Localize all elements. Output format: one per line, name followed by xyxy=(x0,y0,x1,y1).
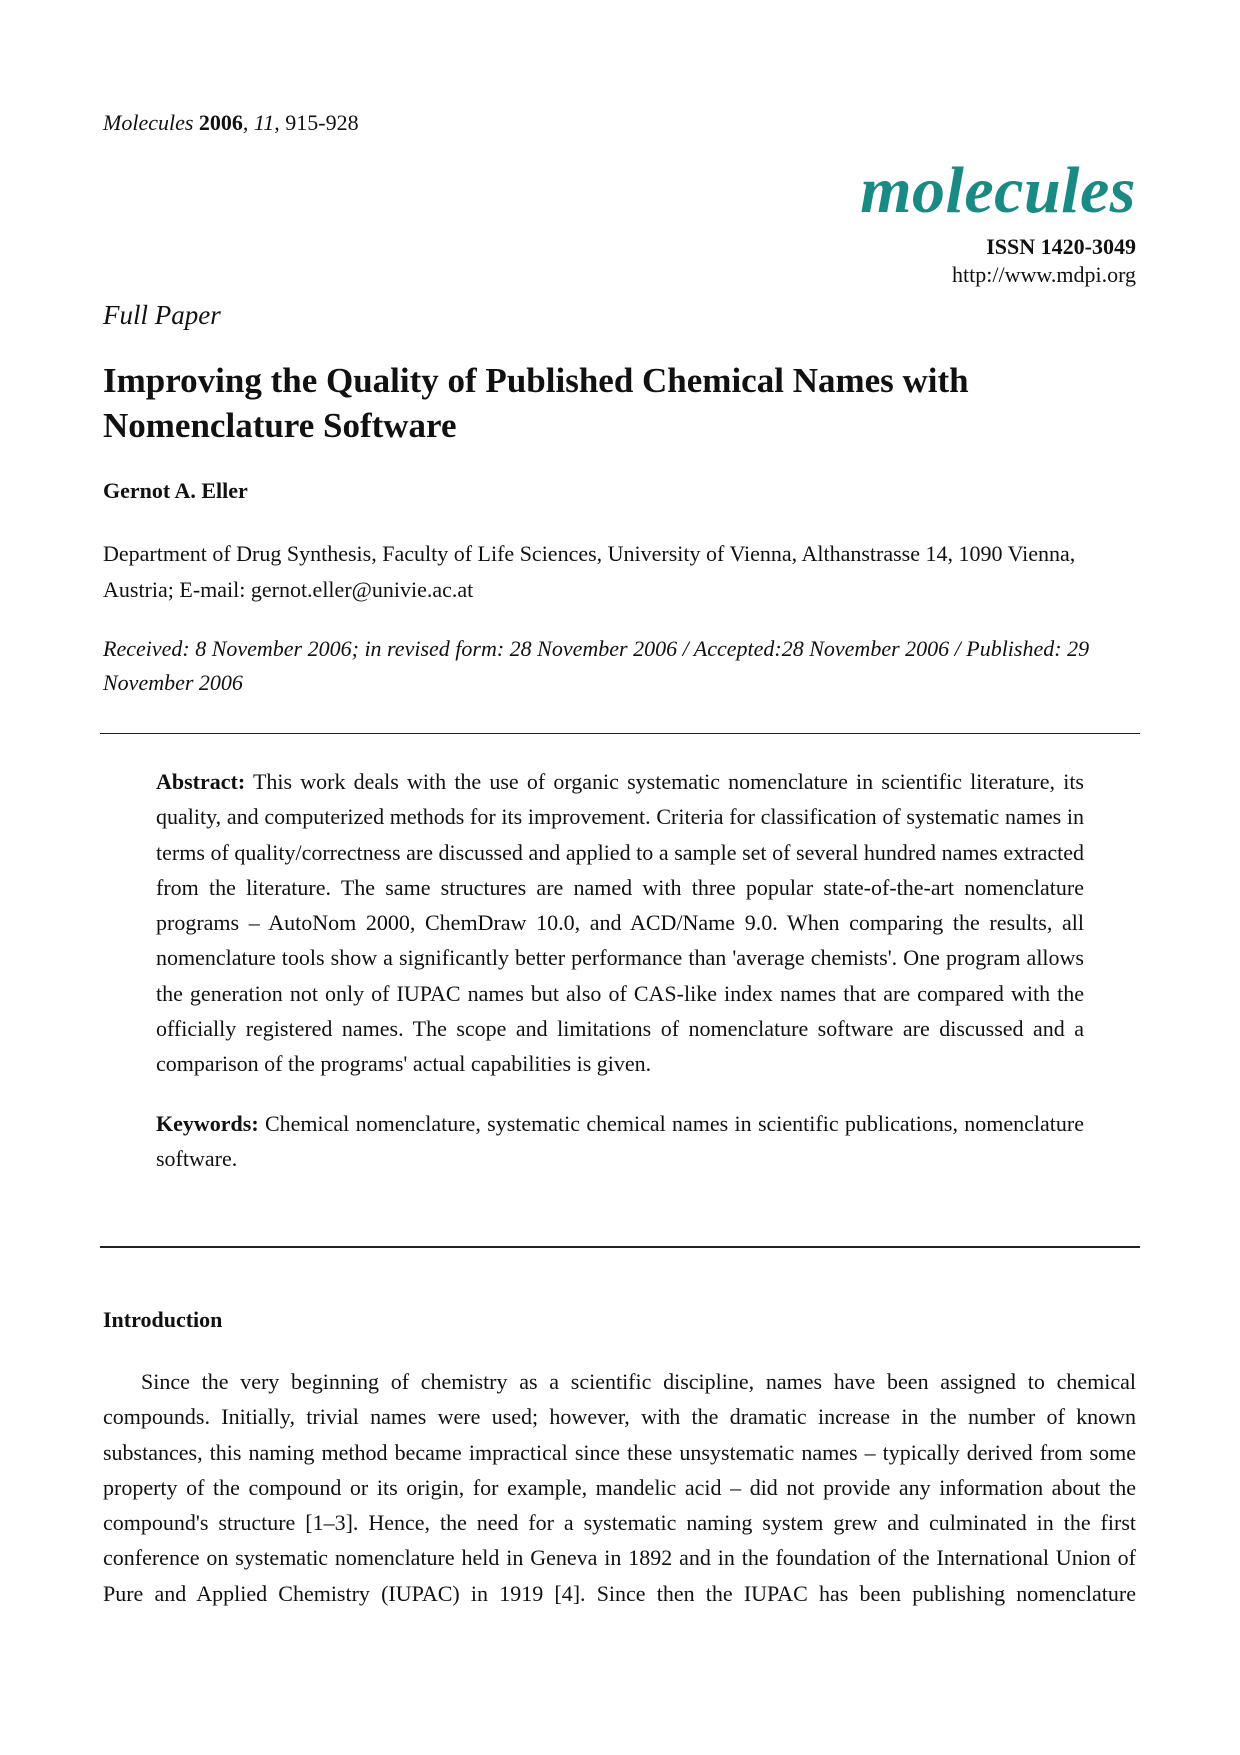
abstract-text: This work deals with the use of organic systematic nomenclature in scientific literature, its quality, and computerized methods for its improvement. Criteria for classification of systematic names in terms of quality/correctness are discussed and applied to a sample set of several hundred names extracted from the literature. The same structures are named with three popular state-of-the-art nomenclature programs – AutoNom 2000, ChemDraw 10.0, and ACD/Name 9.0. When comparing the results, all nomenclature tools show a significantly better performance than 'average chemists'. One program allows the generation not only of IUPAC names but also of CAS-like index names that are compared with the officially registered names. The scope and limitations of nomenclature software are discussed and a comparison of the programs' actual capabilities is given. xyxy=(156,769,1084,1077)
pages: 915-928 xyxy=(285,110,359,135)
keywords xyxy=(156,1106,1084,1177)
paper-type: Full Paper xyxy=(103,300,221,330)
abstract-block xyxy=(156,764,1084,1176)
section-heading-introduction: Introduction xyxy=(103,1307,223,1332)
journal-url[interactable]: http://www.mdpi.org xyxy=(952,262,1136,287)
author-name: Gernot A. Eller xyxy=(103,478,248,503)
affiliation: Department of Drug Synthesis, Faculty of Life Sciences, University of Vienna, Althanstrasse 14, 1090 Vienna, Austria; E-mail: gernot.eller@univie.ac.at xyxy=(103,541,1076,602)
publication-dates: Received: 8 November 2006; in revised form: 28 November 2006 / Accepted:28 November 2006 / Published: 29 November 2006 xyxy=(103,636,1090,695)
paper-title: Improving the Quality of Published Chemical Names with Nomenclature Software xyxy=(103,361,969,445)
journal-logo: molecules xyxy=(860,154,1136,227)
journal-name: Molecules xyxy=(103,110,194,135)
divider-top xyxy=(100,733,1140,734)
introduction-paragraph: Since the very beginning of chemistry as a scientific discipline, names have been assigned to chemical compounds. Initially, trivial names were used; however, with the dramatic increase in the number of known substances, this naming method became impractical since these unsystematic names – typically derived from some property of the compound or its origin, for example, mandelic acid – did not provide any information about the compound's structure [1–3]. Hence, the need for a systematic naming system grew and culminated in the first conference on systematic nomenclature held in Geneva in 1892 and in the foundation of the International Union of Pure and Applied Chemistry (IUPAC) in 1919 [4]. Since then the IUPAC has been publishing nomenclature xyxy=(103,1369,1136,1606)
issn: ISSN 1420-3049 xyxy=(986,234,1136,259)
citation-line: Molecules 2006, 11, 915-928 xyxy=(103,110,359,135)
volume: 11 xyxy=(253,110,275,135)
divider-bottom xyxy=(100,1246,1140,1248)
year: 2006 xyxy=(198,110,243,135)
keywords-label: Keywords: xyxy=(156,1110,259,1136)
abstract xyxy=(156,764,1084,1082)
abstract-label: Abstract: xyxy=(156,769,246,794)
keywords-text: Chemical nomenclature, systematic chemical names in scientific publications, nomenclature software. xyxy=(156,1110,1085,1171)
